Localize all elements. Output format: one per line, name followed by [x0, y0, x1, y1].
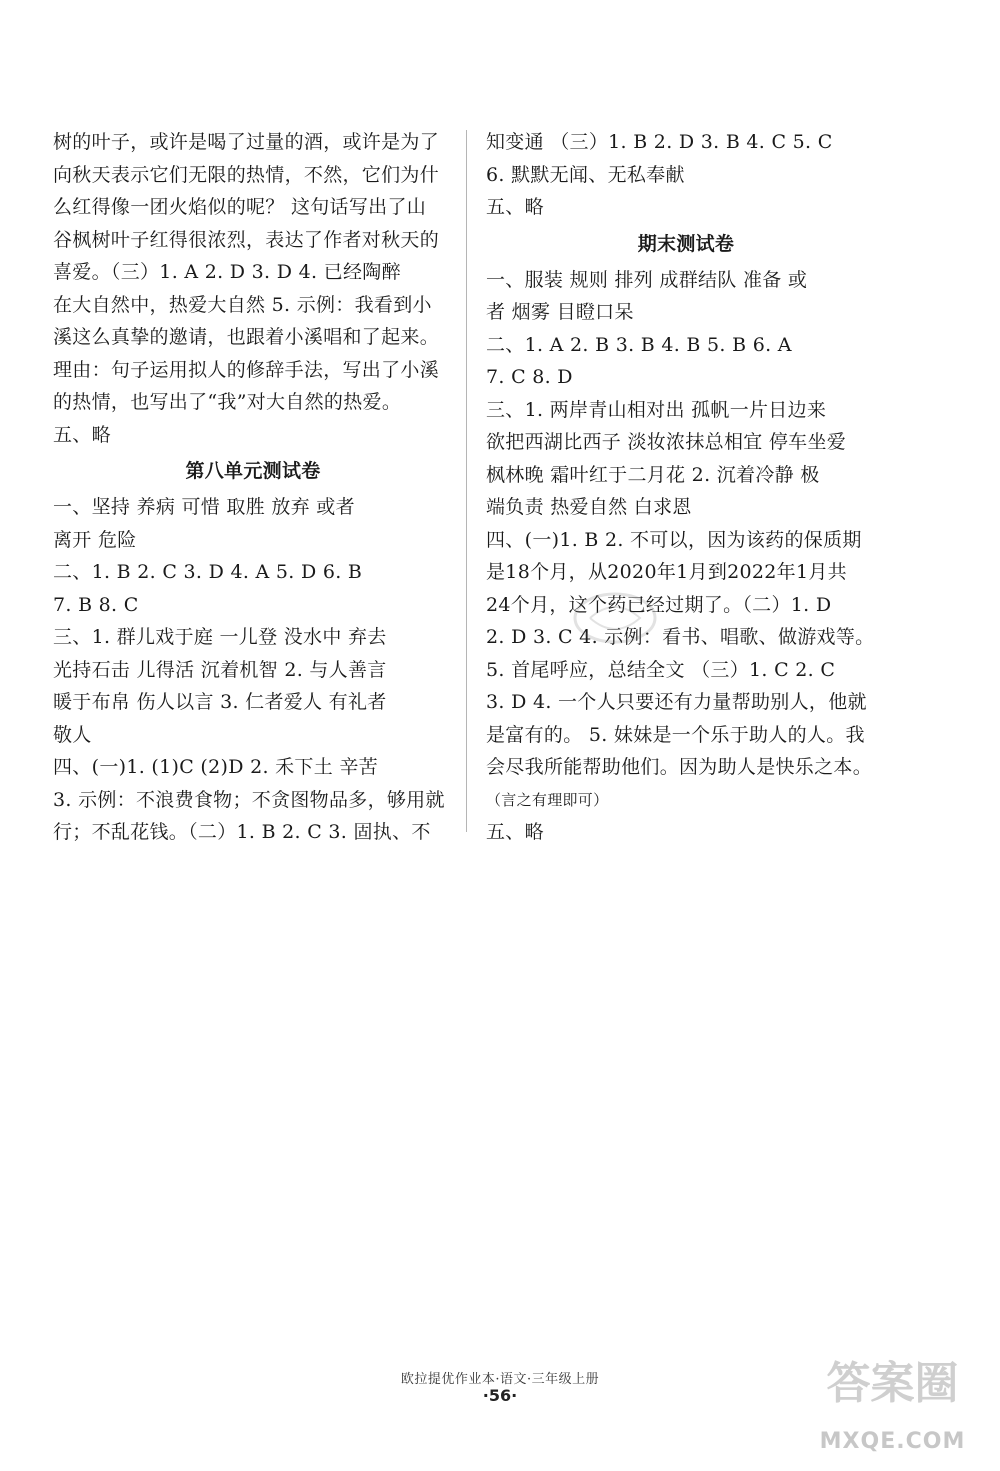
text-line: 三、1. 群儿戏于庭 一儿登 没水中 弃去 [53, 626, 387, 648]
text-line: 3. 示例：不浪费食物；不贪图物品多，够用就 [53, 788, 445, 811]
column-divider [466, 130, 467, 832]
text-line: 四、(一)1. (1)C (2)D 2. 禾下土 辛苦 [53, 756, 378, 778]
text-line: 喜爱。（三）1. A 2. D 3. D 4. 已经陶醉 [53, 261, 401, 283]
text-line: 3. D 4. 一个人只要还有力量帮助别人，他就 [486, 691, 867, 713]
text-line: 7. C 8. D [486, 366, 573, 388]
site-watermark [800, 1350, 985, 1460]
text-line: 五、略 [486, 196, 544, 218]
text-line: 行；不乱花钱。（二）1. B 2. C 3. 固执、不 [53, 821, 431, 843]
text-line: 光持石击 儿得活 沉着机智 2. 与人善言 [53, 658, 387, 681]
text-line: 敬人 [53, 723, 92, 746]
right-column [486, 126, 886, 849]
text-line: 向秋天表示它们无限的热情，不然，它们为什 [53, 163, 440, 186]
text-line: 6. 默默无闻、无私奉献 [486, 163, 685, 186]
answer-note: （言之有理即可） [486, 790, 609, 809]
text-line: 24个月，这个药已经过期了。（二）1. D [486, 593, 832, 616]
text-line: 溪这么真挚的邀请，也跟着小溪唱和了起来。 [53, 326, 440, 348]
watermark-logo-icon: 答案圈 [826, 1358, 959, 1409]
text-line: 在大自然中，热爱大自然 5. 示例：我看到小 [53, 293, 432, 316]
section-title-unit-8: 第八单元测试卷 [185, 460, 321, 482]
watermark-url: MXQE.COM [819, 1429, 966, 1454]
left-column [53, 126, 453, 849]
section-title-final-exam: 期末测试卷 [637, 232, 735, 255]
text-line: 四、(一)1. B 2. 不可以，因为该药的保质期 [486, 528, 862, 551]
text-line: 7. B 8. C [53, 593, 139, 616]
text-line: 理由：句子运用拟人的修辞手法，写出了小溪 [53, 358, 440, 381]
text-line: 暖于布帛 伤人以言 3. 仁者爱人 有礼者 [53, 691, 387, 713]
text-line: 二、1. B 2. C 3. D 4. A 5. D 6. B [53, 561, 363, 583]
text-line: 欲把西湖比西子 淡妆浓抹总相宜 停车坐爱 [486, 431, 847, 453]
text-line: 三、1. 两岸青山相对出 孤帆一片日边来 [486, 398, 827, 421]
text-line: 是18个月，从2020年1月到2022年1月共 [486, 561, 847, 583]
text-line: 的热情，也写出了“我”对大自然的热爱。 [53, 391, 402, 413]
text-line: 一、服装 规则 排列 成群结队 准备 或 [486, 268, 808, 291]
text-line: 知变通 （三）1. B 2. D 3. B 4. C 5. C [486, 131, 833, 153]
text-line: 端负责 热爱自然 白求恩 [486, 496, 692, 518]
text-line: 者 烟雾 目瞪口呆 [486, 301, 634, 323]
text-line: 五、略 [486, 821, 544, 843]
text-line: 2. D 3. C 4. 示例：看书、唱歌、做游戏等。 [486, 626, 875, 648]
text-line: 二、1. A 2. B 3. B 4. B 5. B 6. A [486, 333, 792, 356]
footer-book-title: 欧拉提优作业本·语文·三年级上册 [400, 1372, 600, 1387]
text-line: 5. 首尾呼应，总结全文 （三）1. C 2. C [486, 658, 836, 681]
text-line: 离开 危险 [53, 528, 137, 551]
text-line: 会尽我所能帮助他们。因为助人是快乐之本。 [486, 756, 873, 778]
text-line: 一、坚持 养病 可惜 取胜 放弃 或者 [53, 496, 355, 518]
text-line: 谷枫树叶子红得很浓烈，表达了作者对秋天的 [53, 228, 440, 251]
faint-stamp-icon [570, 588, 660, 648]
page-number: ·56· [482, 1386, 518, 1405]
text-line: 么红得像一团火焰似的呢？ 这句话写出了山 [53, 196, 427, 218]
text-line: 枫林晚 霜叶红于二月花 2. 沉着冷静 极 [486, 463, 820, 486]
text-line: 树的叶子，或许是喝了过量的酒，或许是为了 [53, 131, 440, 153]
text-line: 是富有的。 5. 妹妹是一个乐于助人的人。我 [486, 723, 865, 746]
text-line: 五、略 [53, 423, 111, 446]
